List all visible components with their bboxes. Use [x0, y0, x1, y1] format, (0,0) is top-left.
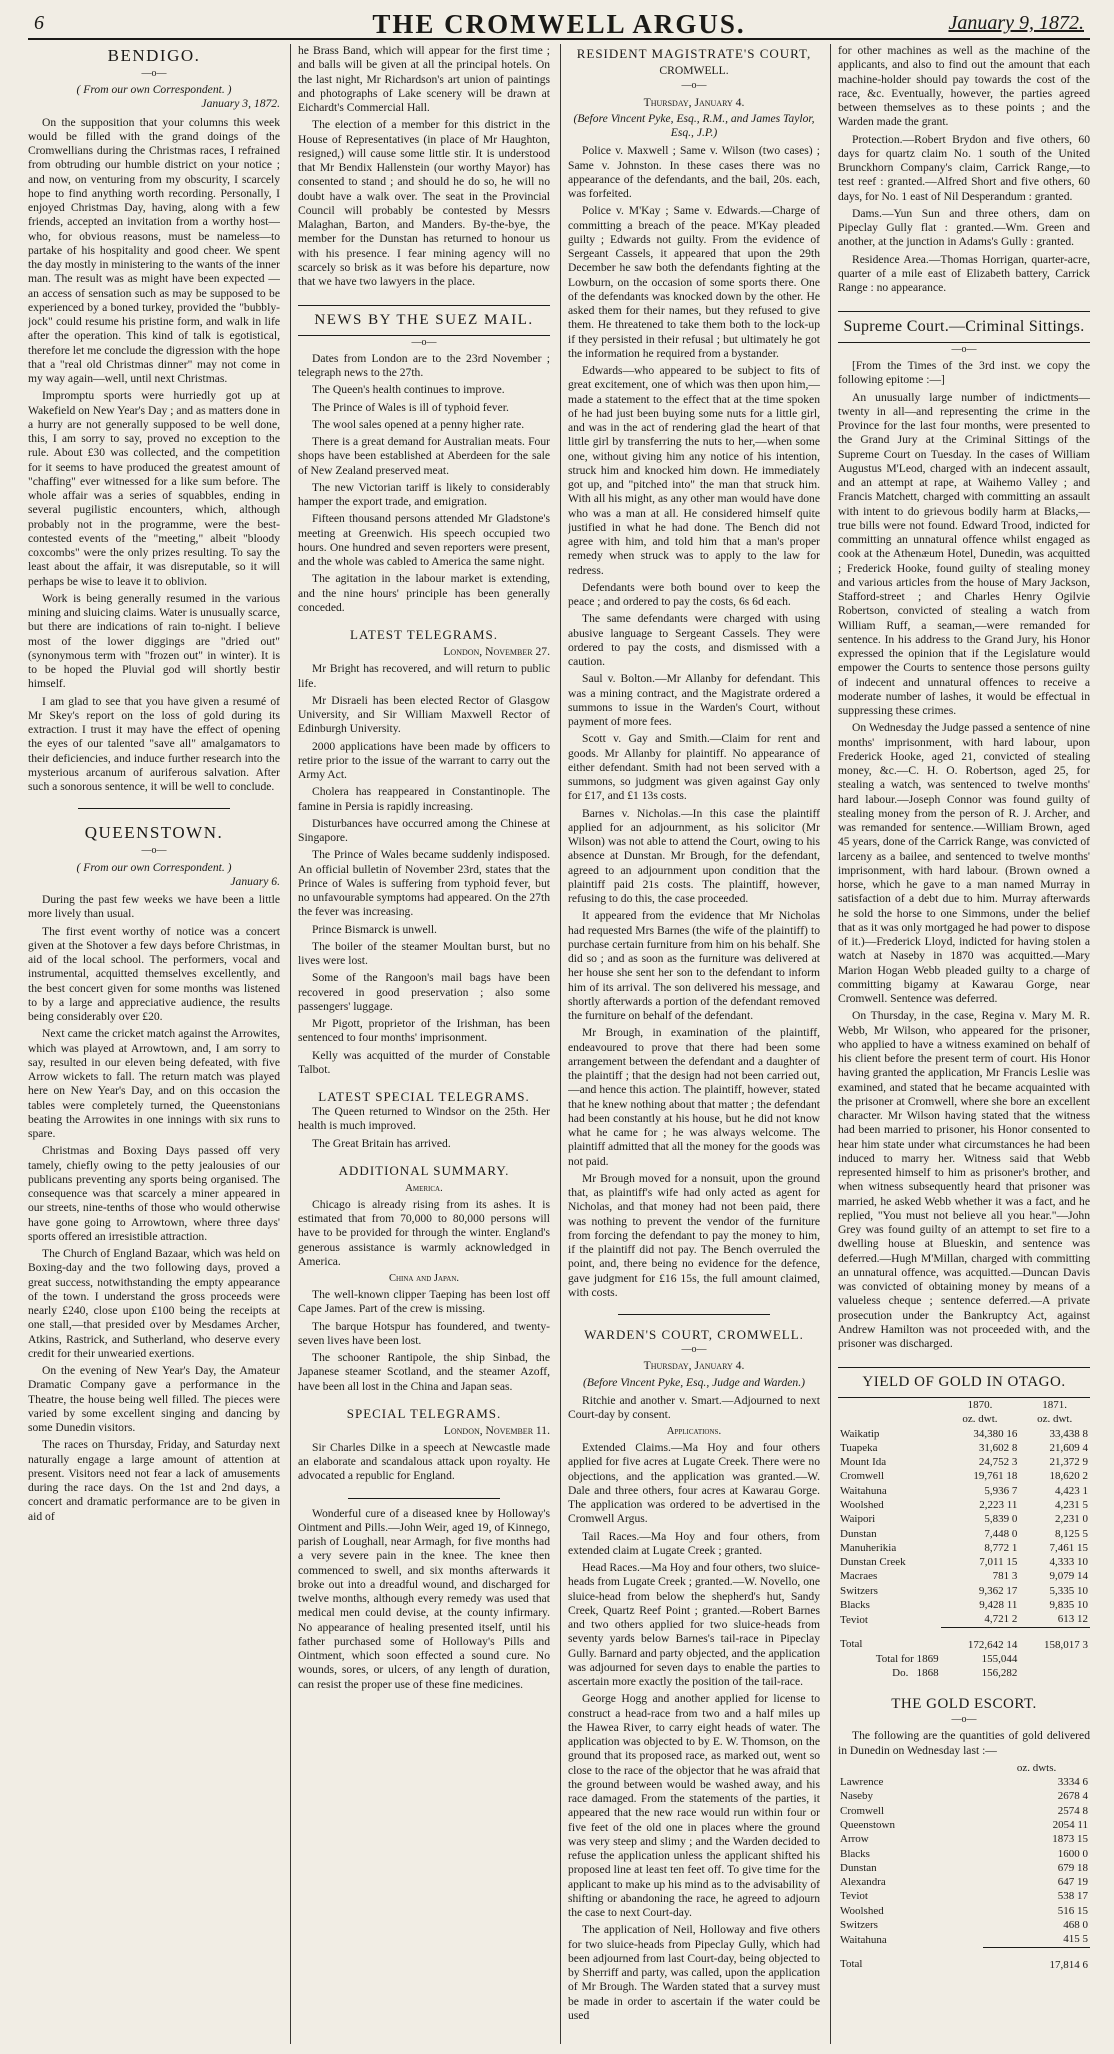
court-location: CROMWELL.	[659, 63, 729, 77]
ornament: —o—	[951, 1713, 977, 1725]
do-year: 1868	[916, 1667, 939, 1680]
article-title: ADDITIONAL SUMMARY.	[338, 1162, 510, 1178]
paragraph: Barnes v. Nicholas.—In this case the plaintiff applied for an adjournment, as his solicitor (Mr Wilson) was not able to attend the Court, owing to his absence at Dunstan. Mr Brough, for the defendant, agreed to an adjournment upon condition that the plaintiff paid 21s costs. The plaintiff, however, refusing to do this, the case proceeded.	[568, 806, 820, 906]
district-name: Waipori	[840, 1513, 876, 1526]
do-text: Do.	[892, 1667, 909, 1680]
station-name: Dunstan	[840, 1861, 877, 1874]
paragraph: On the supposition that your columns this week would be filled with the grand doings of the Cromwellians during the Christmas races, I refrained from obtruding our humble district on your notice ; and now, on venturing from my obscurity, I scarcely hope to find anything worth recording. Personally, I enjoyed Christmas Day, having, along with a few friends, accepted an invitation from a worthy host—who, for obvious reasons, must be nameless—to partake of his hospitality and good cheer. We spent the day mostly in ministering to the wants of the inner man. The result was as might have been expected —an access of sensation such as may be supposed to be experienced by a boned turkey, provided the "bubbly-jock" could resume his pristine form, and walk in life after the operation. This kind of talk is egotistical, therefore let me conclude the digression with the hope that a "real old Christmas dinner" may not come in my way again—well, until next Christmas.	[28, 115, 280, 386]
table-header-cell: oz. dwt.	[1037, 1413, 1073, 1426]
paragraph: Disturbances have occurred among the Chinese at Singapore.	[298, 816, 550, 845]
district-name: Switzers	[840, 1584, 878, 1597]
table-row	[838, 1818, 1090, 1832]
court-date: Thursday, January 4.	[643, 1359, 745, 1373]
station-name: Alexandra	[840, 1876, 886, 1889]
escort-amount: 2678 4	[1057, 1790, 1088, 1803]
paragraph: Mr Bright has recovered, and will return to public life.	[298, 662, 550, 690]
yield-1870: 4,721 2	[984, 1613, 1018, 1626]
paragraph: On the evening of New Year's Day, the Amateur Dramatic Company gave a performance in the Theatre, the house being well filled. The pieces were varied by some excellent singing and dancing by some Dunedin visitors.	[28, 1364, 280, 1435]
table-header-cell	[838, 1398, 941, 1412]
district-name: Blacks	[840, 1599, 870, 1612]
latest-special-telegrams	[298, 1089, 550, 1151]
paragraph: During the past few weeks we have been a little more lively than usual.	[28, 893, 280, 921]
table-row	[838, 1847, 1090, 1861]
advertisement: Wonderful cure of a diseased knee by Holloway's Ointment and Pills.—John Weir, aged 19, of Kinnego, parish of Loughall, near Armagh, for five months had a very severe pain in the knee. The knee then commenced to swell, and six months afterwards it broke out into a dreadful wound, and discharged for twelve months, although every remedy was used that medical men could devise, at the county infirmary. No appearance of healing presented itself, until his father purchased some of Holloway's Pills and Ointment, which soon effected a sound cure. No wounds, sores, or ulcers, of any length of duration, can resist the proper use of these fine medicines.	[298, 1506, 550, 1691]
article-title: QUEENSTOWN.	[84, 823, 224, 843]
district-name: Woolshed	[840, 1498, 884, 1511]
paragraph: Police v. M'Kay ; Same v. Edwards.—Charge of committing a breach of the peace. M'Kay pleaded guilty ; Edwards not guilty. From the evidence of Sergeant Cassels, it appeared that upon the 29th December he saw both the defendants fighting at the Lowburn, on the occasion of some sports there. One of the defendants was knocked down by the other. He asked them for their names, but they refused to give them. He threatened to take them both to the lock-up if they persisted in their refusal ; but ultimately he got the information he required from a bystander.	[568, 204, 820, 360]
paragraph: Scott v. Gay and Smith.—Claim for rent and goods. Mr Allanby for plaintiff. No appearance of either defendant. Smith had not been served with a summons, so judgment was given against Gay only for £17, and £1 13s costs.	[568, 732, 820, 803]
paragraph: he Brass Band, which will appear for the first time ; and balls will be given at all the principal hotels. On the last night, Mr Richardson's art union of paintings and photographs of Lake scenery will be drawn at Eichardt's Commercial Hall.	[298, 44, 550, 114]
paragraph: Dates from London are to the 23rd November ; telegraph news to the 27th.	[298, 351, 550, 380]
section-divider	[78, 808, 229, 809]
table-header-cell	[838, 1412, 941, 1426]
yield-1870: 2,223 11	[979, 1498, 1018, 1511]
ornament: —o—	[141, 845, 167, 857]
escort-amount: 3334 6	[1057, 1776, 1088, 1789]
article-title: LATEST SPECIAL TELEGRAMS.	[318, 1089, 530, 1105]
gold-escort	[838, 1695, 1090, 1972]
station-name: Arrow	[840, 1833, 869, 1846]
district-name: Cromwell	[840, 1470, 884, 1483]
paragraph: On Thursday, in the case, Regina v. Mary M. R. Webb, Mr Wilson, who appeared for the prisoner, who applied to have a witness examined on behalf of his client before the present term of court. His Honor having granted the application, Mr Francis Leslie was examined, and stated that he became acquainted with the prisoner at Cromwell, where she bore an excellent character. Mr Wilson having stated that the witness had been married to prisoner, his Honor consented to hear him state under what circumstances he had been induced to marry her. Witness said that Webb represented himself to him as prisoner's brother, and when witness subsequently heard that prisoner was married, he asked Webb whether it was a fact, and he replied, "You must not believe all you hear."—John Grey was found guilty of an attempt to set fire to a dwelling house at Blueskin, and sentence was deferred.—Hugh M'Millan, charged with committing an unnatural offence, was acquitted.—Duncan Davis was convicted of obtaining money by means of a valueless cheque ; sentence deferred.—A private prosecution under the Bankruptcy Act, against Andrew Hamilton was not proceeded with, and the prisoner was discharged.	[838, 1009, 1090, 1351]
paragraph: Ritchie and another v. Smart.—Adjourned to next Court-day by consent.	[568, 1393, 820, 1422]
article-date: January 3, 1872.	[201, 97, 280, 111]
do-label	[838, 1666, 941, 1680]
paragraph: George Hogg and another applied for license to construct a head-race from two and a half miles up the Hawea River, to carry eight heads of water. The application was objected to by E. W. Thomson, on the ground that its proposed race, as marked out, went so close to the race of the objector that he was afraid that the ground between would be washed away, and his race damaged. From the statements of the parties, it appeared that the new race would run within four or five feet of the old one in places where the ground was very steep and slimy ; and the Warden decided to refuse the application unless the applicant shifted his proposed line at least ten feet off. To give time for the applicant to make up his mind as to the advisability of shifting or abandoning the race, he agreed to adjourn the case to next Court-day.	[568, 1692, 820, 1920]
paragraph: The Church of England Bazaar, which was held on Boxing-day and the two following days, proved a great success, notwithstanding the empty appearance of the town. I understand the gross proceeds were nearly £240, close upon £100 being the receipts at one stall,—that presided over by Mesdames Archer, Atkins, Rastrick, and Sutherland, who deserve every credit for their unwearied exertions.	[28, 1247, 280, 1360]
table-header-row	[838, 1398, 1090, 1412]
column-3	[568, 44, 820, 2044]
paragraph: Mr Brough moved for a nonsuit, upon the ground that, as plaintiff's wife had only acted as agent for Nicholas, and that money had not been paid, there was nothing to prevent the vendor of the furniture from forcing the defendant to pay the money to him, if the plaintiff did not pay. The Bench overruled the point, and, there being no evidence for the defence, gave judgment for £16 15s, the full amount claimed, with costs.	[568, 1171, 820, 1299]
court-bench: (Before Vincent Pyke, Esq., Judge and Warden.)	[583, 1375, 805, 1389]
escort-amount: 2574 8	[1057, 1804, 1088, 1817]
paragraph: Mr Disraeli has been elected Rector of Glasgow University, and Sir William Maxwell Rector of Edinburgh University.	[298, 693, 550, 736]
station-name: Switzers	[840, 1919, 878, 1932]
table-row	[838, 1889, 1090, 1903]
column-rule	[830, 44, 831, 2044]
yield-1871: 4,333 10	[1049, 1556, 1088, 1569]
table-row	[838, 1932, 1090, 1947]
subheading: China and Japan.	[388, 1273, 460, 1285]
paragraph: 2000 applications have been made by officers to retire prior to the issue of the warrant to carry out the Army Act.	[298, 739, 550, 782]
district-name: Macraes	[840, 1570, 878, 1583]
suez-mail-article	[298, 305, 550, 615]
paragraph: The Prince of Wales became suddenly indisposed. An official bulletin of November 23rd, states that the Prince of Wales is suffering from typhoid fever, but no unfavourable symptoms had appeared. On the 27th the fever was increasing.	[298, 848, 550, 919]
newspaper-columns	[28, 44, 1090, 2044]
yield-1870: 5,839 0	[984, 1513, 1018, 1526]
escort-amount: 415 5	[1063, 1933, 1088, 1946]
yield-1871: 33,438 8	[1049, 1427, 1088, 1440]
paragraph: Christmas and Boxing Days passed off very tamely, chiefly owing to the petty jealousies of our publicans preventing any sports being organised. The consequence was that scarcely a miner appeared in our streets, nine-tenths of those who would otherwise have gone going to Arrowtown, where three days' sports offered an irresistible attraction.	[28, 1144, 280, 1243]
table-cell	[1019, 1652, 1090, 1666]
page-number: 6	[34, 12, 44, 34]
table-row	[838, 1498, 1090, 1512]
gold-yield-table	[838, 1367, 1090, 1680]
paragraph: Tail Races.—Ma Hoy and four others, from extended claim at Lugate Creek ; granted.	[568, 1529, 820, 1557]
dateline: London, November 27.	[443, 645, 550, 659]
paragraph: Kelly was acquitted of the murder of Constable Talbot.	[298, 1048, 550, 1076]
paragraph: Residence Area.—Thomas Horrigan, quarter-acre, quarter of a mile east of Elizabeth battery, Carrick Range : no appearance.	[838, 252, 1090, 294]
table-row	[838, 1584, 1090, 1598]
table-row	[838, 1875, 1090, 1889]
table-row	[838, 1832, 1090, 1846]
escort-amount: 2054 11	[1052, 1818, 1088, 1831]
column-rule	[290, 44, 291, 2044]
paragraph: Some of the Rangoon's mail bags have been recovered in good preservation ; also some passengers' luggage.	[298, 971, 550, 1013]
table-header-cell	[838, 1761, 983, 1775]
table-row	[838, 1512, 1090, 1526]
section-divider	[348, 1498, 499, 1499]
yield-1871: 5,335 10	[1049, 1584, 1088, 1597]
yield-1870: 5,936 7	[984, 1484, 1018, 1497]
paragraph: The barque Hotspur has foundered, and twenty-seven lives have been lost.	[298, 1319, 550, 1347]
ornament: —o—	[681, 1344, 707, 1356]
table-row	[838, 1775, 1090, 1789]
article-title: NEWS BY THE SUEZ MAIL.	[298, 305, 550, 335]
paragraph: Extended Claims.—Ma Hoy and four others applied for five acres at Lugate Creek. There were no objections, and the application was granted.—W. Dale and three others, four acres at Kawarau Gorge. The application was ordered to be advertised in the Cromwell Argus.	[568, 1441, 820, 1526]
paragraph: The schooner Rantipole, the ship Sinbad, the Japanese steamer Scotland, and the steamer Azoff, have been all lost in the China and Japan seas.	[298, 1351, 550, 1393]
yield-1871: 4,231 5	[1055, 1498, 1088, 1511]
yield-1871: 2,231 0	[1055, 1513, 1088, 1526]
ornament: —o—	[681, 80, 707, 92]
table-total-row	[838, 1627, 1090, 1652]
yield-1870: 7,011 15	[979, 1556, 1018, 1569]
district-name: Teviot	[840, 1613, 868, 1626]
article-title: Supreme Court.—Criminal Sittings.	[838, 311, 1090, 343]
paragraph: Defendants were both bound over to keep the peace ; and ordered to pay the costs, 6s 6d each.	[568, 580, 820, 609]
station-name: Cromwell	[840, 1804, 884, 1817]
table-header-row	[838, 1412, 1090, 1426]
paragraph: Impromptu sports were hurriedly got up at Wakefield on New Year's Day ; and as matters done in a hurry are not generally supposed to be well done, this, I am sorry to say, proved no exception to the rule. About £30 was collected, and the competition for it seems to have produced the greatest amount of "chaffing" ever witnessed for a like sum before. The whole affair was a series of squabbles, ending in several pugilistic encounters, which, although probably not in the programme, were the best-contested events of the "meeting," albeit "bloody coxcombs" were the only prizes resulting. To say the least about the affair, it was disreputable, so it will perhaps be wise to leave it to oblivion.	[28, 389, 280, 588]
table-row	[838, 1541, 1090, 1555]
table-row	[838, 1441, 1090, 1455]
paragraph: Work is being generally resumed in the various mining and sluicing claims. Water is unusually scarce, but there are indications of rain to-night. I believe most of the lower diggings are "dried out" (synonymous term with "frozen out" in winter). It is to be hoped the Pluvial god will shortly bestir himself.	[28, 591, 280, 691]
column-4	[838, 44, 1090, 2044]
paragraph: Chicago is already rising from its ashes. It is estimated that from 70,000 to 80,000 persons will have to be provided for through the winter. England's generous assistance is warmly acknowledged in America.	[298, 1197, 550, 1268]
court-date: Thursday, January 4.	[643, 95, 745, 109]
paragraph: It appeared from the evidence that Mr Nicholas had requested Mrs Barnes (the wife of the plaintiff) to purchase certain furniture from him on his behalf. She did so ; and as soon as the furniture was delivered at her house she sent her son to the defendant to inform him of its arrival. The son delivered his message, and shortly afterwards a portion of the defendant removed the furniture on behalf of the defendant.	[568, 909, 820, 1023]
station-name: Waitahuna	[840, 1933, 887, 1946]
yield-1870: 31,602 8	[978, 1441, 1018, 1454]
table-header-cell: oz. dwt.	[962, 1413, 998, 1426]
district-name: Dunstan Creek	[840, 1556, 906, 1569]
paragraph: The same defendants were charged with using abusive language to Sergeant Cassels. They were ordered to pay the costs, and dismissed with a caution.	[568, 612, 820, 669]
station-name: Naseby	[840, 1790, 873, 1803]
column-rule	[560, 44, 561, 2044]
district-name: Waitahuna	[840, 1484, 887, 1497]
escort-amount: 1873 15	[1052, 1833, 1088, 1846]
article-title: RESIDENT MAGISTRATE'S COURT,	[576, 46, 812, 61]
yield-1870: 8,772 1	[984, 1541, 1018, 1554]
subheading: America.	[405, 1182, 443, 1194]
yield-1871: 9,835 10	[1049, 1599, 1088, 1612]
escort-amount: 679 18	[1057, 1861, 1088, 1874]
table-header-cell: oz. dwts.	[1016, 1761, 1057, 1774]
column-1	[28, 44, 280, 2044]
escort-amount: 516 15	[1057, 1904, 1088, 1917]
paragraph: An unusually large number of indictments—twenty in all—and representing the crime in the Province for the last four months, were presented to the Grand Jury at the Criminal Sittings of the Supreme Court on Tuesday. In the cases of William Augustus M'Leod, charged with an indecent assault, and an attempt at rape, at Waihemo Valley ; and Francis Matchett, charged with committing an assault with intent to do grievous bodily harm at Blacks,—true bills were not found. Edward Trood, indicted for committing an unnatural offence whilst engaged as cook at the Athenæum Hotel, Dunedin, was acquitted ; Frederick Hooke, found guilty of stealing money and various articles from the house of Mary Jackson, Stafford-street ; and Charles Henry Ogilvie Robertson, convicted of stealing a watch from William Ruff, a seaman,—were remanded for sentence. In his address to the Grand Jury, his Honor expressed the opinion that if the Legislature would empower the Courts to sentence those persons guilty of indecent and unnatural offences to receive a moderate number of lashes, it would be effectual in suppressing these crimes.	[838, 390, 1090, 718]
escort-amount: 647 19	[1057, 1876, 1088, 1889]
paragraph: The election of a member for this district in the House of Representatives (in place of Mr Haughton, resigned,) will cause some little stir. It is understood that Mr Bendix Hallenstein (our worthy Mayor) has consented to stand ; and should he do so, he will no doubt have a walk over. The seat in the Provincial Council will probably be contested by Messrs Malaghan, Barton, and Manders. By-the-bye, the member for the Dunstan has returned to honour us with his presence. I fear mining agency will no scarcely so brisk as it was before his departure, now that we have two lawyers in the place.	[298, 118, 550, 288]
table-row	[838, 1527, 1090, 1541]
paragraph: The Queen returned to Windsor on the 25th. Her health is much improved.	[298, 1105, 550, 1133]
paragraph: The following are the quantities of gold delivered in Dunedin on Wednesday last :—	[838, 1729, 1090, 1757]
paragraph: I am glad to see that you have given a resumé of Mr Skey's report on the loss of gold during its extraction. I trust it may have the effect of opening the eyes of our talented "save all" amalgamators to their deficiencies, and induce further research into the mysterious arcanum of auriferous salvation. After such a sonorous sentence, it will be well to conclude.	[28, 694, 280, 794]
wardens-court	[568, 1327, 820, 2023]
paragraph: for other machines as well as the machine of the applicants, and also to find out the amount that each machine-holder should pay towards the cost of the race, &c. Eventually, however, the parties agreed between themselves as to these points ; and the Warden made the grant.	[838, 44, 1090, 129]
yield-1870: 19,761 18	[973, 1470, 1018, 1483]
paragraph: Mr Brough, in examination of the plaintiff, endeavoured to prove that there had been some arrangement between the defendant and a daughter of the plaintiff ; that the design had not been carried out,—and hence this action. The plaintiff, however, stated that he knew nothing about that matter ; the defendant had been constantly at his house, but he did not know what he came for ; he was always welcome. The plaintiff admitted that all the money for the goods was not paid.	[568, 1026, 820, 1168]
table-row	[838, 1861, 1090, 1875]
table-header-cell: 1871.	[1042, 1398, 1068, 1411]
ornament: —o—	[411, 336, 437, 348]
station-name: Blacks	[840, 1847, 870, 1860]
table-row	[838, 1612, 1090, 1627]
district-name: Manuherikia	[840, 1541, 897, 1554]
paragraph: The new Victorian tariff is likely to considerably hamper the export trade, and emigration.	[298, 480, 550, 509]
column-2	[298, 44, 550, 2044]
paragraph: The races on Thursday, Friday, and Saturday next naturally engage a large amount of attention at present. Visitors need not fear a lack of amusements during the race days. On the 1st and 2nd days, a concert and dramatic performance are to be given in aid of	[28, 1438, 280, 1523]
paragraph: Cholera has reappeared in Constantinople. The famine in Persia is rapidly increasing.	[298, 785, 550, 813]
yield-1870: 781 3	[992, 1570, 1018, 1583]
table-row	[838, 1555, 1090, 1569]
paragraph: Head Races.—Ma Hoy and four others, two sluice-heads from Lugate Creek ; granted.—W. Novello, one sluice-head from below the shepherd's hut, Sandy Creek, Quartz Reef Point ; granted.—Robert Barnes and two others applied for two sluice-heads from seventy yards below Barnes's tail-race in Pipeclay Gully. Barnard and party objected, and the application was adjourned for seven days to enable the parties to ascertain more exactly the position of the tail-race.	[568, 1561, 820, 1689]
queenstown-article	[28, 823, 280, 1523]
table-row	[838, 1804, 1090, 1818]
section-divider	[618, 1314, 769, 1315]
subheading: Applications.	[666, 1426, 722, 1438]
yield-1871: 18,620 2	[1049, 1470, 1088, 1483]
yield-1871: 21,372 9	[1049, 1456, 1088, 1469]
article-title: BENDIGO.	[107, 46, 201, 65]
article-title: YIELD OF GOLD IN OTAGO.	[838, 1367, 1090, 1397]
table-row	[838, 1484, 1090, 1498]
yield-1870: 9,428 11	[979, 1599, 1018, 1612]
masthead	[28, 8, 1090, 40]
gold-escort-ledger	[838, 1761, 1090, 1972]
ornament: —o—	[951, 343, 977, 355]
paragraph: Edwards—who appeared to be subject to fits of great excitement, one of which was then upon him,—made a statement to the effect that at the time spoken of he had just been buying some nuts for a little girl, and was in the act of rendering glad the heart of that little girl by transferring the nuts to her,—when some one, without giving him any notice of his intention, struck him and knocked him down. He immediately got up, and "pitched into" the man that struck him. With all his might, as any other man would have done who was a man at all. He considered himself quite justified in what he had done. The Bench did not agree with him, and told him that a man's proper remedy when struck was to apply to the law for redress.	[568, 364, 820, 577]
paragraph: The boiler of the steamer Moultan burst, but no lives were lost.	[298, 939, 550, 968]
table-row	[838, 1789, 1090, 1803]
latest-telegrams	[298, 627, 550, 1077]
article-date: January 6.	[230, 874, 280, 888]
article-title: LATEST TELEGRAMS.	[350, 627, 498, 643]
yield-1871: 21,609 4	[1049, 1441, 1088, 1454]
paragraph: On Wednesday the Judge passed a sentence of nine months' imprisonment, with hard labour, upon Frederick Hooke, aged 21, convicted of stealing money, &c.—C. H. O. Robertson, aged 25, for stealing a watch, was sentenced to twelve months' hard labour.—Joseph Connor was found guilty of stealing money from the person of R. J. Archer, and was remanded for sentence.—William Brown, aged 45 years, done of the Carrick Range, was convicted of larceny as a bailee, and sentenced to twelve months' imprisonment, with hard labour. (Brown owned a horse, which he gave to a man named Murray in satisfaction of a debt due to him. Murray afterwards he sold the horse to one Simmons, under the belief that as it was only mortgaged he had power to dispose of it.)—Frederick Lloyd, indicted for having stolen a watch at Naseby in 1870 was acquitted.—Mary Marion Hogan Webb pleaded guilty to a charge of committing bigamy at Kawarau Gorge, near Cromwell. Sentence was deferred.	[838, 721, 1090, 1006]
table-row	[838, 1666, 1090, 1680]
yield-1871: 4,423 1	[1055, 1484, 1088, 1497]
total-label: Total	[840, 1958, 863, 1971]
district-name: Waikatip	[840, 1427, 880, 1440]
bendigo-article	[28, 46, 280, 794]
do-value: 156,282	[981, 1667, 1018, 1680]
station-name: Teviot	[840, 1890, 868, 1903]
supreme-court-article	[838, 311, 1090, 1351]
paragraph: The wool sales opened at a penny higher rate.	[312, 417, 525, 431]
table-row	[838, 1455, 1090, 1469]
station-name: Queenstown	[840, 1818, 895, 1831]
total-1869: 155,044	[981, 1652, 1018, 1665]
paragraph: The Queen's health continues to improve.	[312, 383, 505, 397]
total-1869-label: Total for 1869	[875, 1652, 939, 1665]
table-row	[838, 1918, 1090, 1932]
district-name: Dunstan	[840, 1527, 877, 1540]
paragraph: Next came the cricket match against the Arrowites, which was played at Arrowtown, and, I am sorry to say, resulted in our eleven being defeated, with five Arrow wickets to fall. The return match was played here on New Year's Day, and on this occasion the tables were completely turned, the Queenstonians beating the Arrowites in one innings with six runs to spare.	[28, 1027, 280, 1141]
yield-1871: 7,461 15	[1049, 1541, 1088, 1554]
paragraph: Mr Pigott, proprietor of the Irishman, has been sentenced to four months' imprisonment.	[298, 1017, 550, 1045]
table-row	[838, 1598, 1090, 1612]
table-row	[838, 1652, 1090, 1666]
byline: ( From our own Correspondent. )	[76, 860, 232, 874]
special-telegrams	[298, 1406, 550, 1484]
paragraph: Police v. Maxwell ; Same v. Wilson (two cases) ; Same v. Johnston. In these cases there was no appearance of the defendants, and the bail, 20s. each, was forfeited.	[568, 144, 820, 201]
article-title: THE GOLD ESCORT.	[891, 1695, 1037, 1712]
ornament: —o—	[141, 67, 167, 79]
issue-date: January 9, 1872.	[948, 12, 1084, 34]
table-header-cell: 1870.	[967, 1398, 993, 1411]
district-name: Mount Ida	[840, 1456, 887, 1469]
total-label: Total	[840, 1638, 863, 1651]
paragraph: Sir Charles Dilke in a speech at Newcastle made an elaborate and scandalous attack upon royalty. He advocated a republic for England.	[298, 1440, 550, 1483]
yield-1871: 9,079 14	[1049, 1570, 1088, 1583]
gold-yield-ledger	[838, 1398, 1090, 1681]
paragraph: The agitation in the labour market is extending, and the nine hours' principle has been generally conceded.	[298, 572, 550, 614]
yield-1871: 613 12	[1057, 1613, 1088, 1626]
paragraph: There is a great demand for Australian meats. Four shops have been established at Aberdeen for the sale of New Zealand preserved meat.	[298, 435, 550, 477]
paragraph: The well-known clipper Taeping has been lost off Cape James. Part of the crew is missing.	[298, 1288, 550, 1316]
resident-magistrates-court	[568, 46, 820, 1300]
table-row	[838, 1469, 1090, 1483]
paragraph: Prince Bismarck is unwell.	[312, 922, 437, 936]
yield-1870: 24,752 3	[978, 1456, 1018, 1469]
gold-escort-rows	[838, 1775, 1090, 1947]
paragraph: The Great Britain has arrived.	[312, 1136, 451, 1150]
table-header-row	[838, 1761, 1090, 1775]
table-total-row	[838, 1947, 1090, 1972]
yield-1870: 9,362 17	[978, 1584, 1018, 1597]
table-row	[838, 1904, 1090, 1918]
paragraph: Dams.—Yun Sun and three others, dam on Pipeclay Gully flat : granted.—Wm. Green and another, at the junction in Adams's Gully : granted.	[838, 206, 1090, 249]
escort-amount: 1600 0	[1057, 1847, 1088, 1860]
station-name: Woolshed	[840, 1904, 884, 1917]
paragraph: Fifteen thousand persons attended Mr Gladstone's meeting at Greenwich. His speech occupied two hours. One hundred and seven reporters were present, and the whole was cabled to America the same night.	[298, 512, 550, 569]
escort-total: 17,814 6	[983, 1947, 1090, 1972]
total-1871: 158,017 3	[1019, 1627, 1090, 1652]
escort-amount: 468 0	[1063, 1919, 1088, 1932]
paragraph: The application of Neil, Holloway and five others for two sluice-heads from Pipeclay Gully, which had been adjourned from last Court-day, being objected to by Sherriff and party, was called, upon the application of Mr Brough. The Warden stated that a survey must be made in order to ascertain if the water could be used	[568, 1923, 820, 2022]
yield-1870: 7,448 0	[984, 1527, 1018, 1540]
table-cell	[1019, 1666, 1090, 1680]
additional-summary	[298, 1163, 550, 1394]
yield-1871: 8,125 5	[1055, 1527, 1088, 1540]
court-bench: (Before Vincent Pyke, Esq., R.M., and James Taylor, Esq., J.P.)	[573, 111, 815, 140]
escort-amount: 538 17	[1057, 1890, 1088, 1903]
article-title: WARDEN'S COURT, CROMWELL.	[584, 1327, 804, 1343]
yield-1870: 34,380 16	[973, 1427, 1018, 1440]
byline: ( From our own Correspondent. )	[76, 83, 232, 97]
total-1870: 172,642 14	[941, 1627, 1020, 1652]
table-row	[838, 1427, 1090, 1441]
gold-yield-rows	[838, 1427, 1090, 1628]
dateline: London, November 11.	[443, 1423, 550, 1437]
paragraph: The Prince of Wales is ill of typhoid fever.	[312, 400, 509, 414]
paragraph: [From the Times of the 3rd inst. we copy the following epitome :—]	[838, 359, 1090, 387]
paragraph: Protection.—Robert Brydon and five others, 60 days for quartz claim No. 1 south of the United Brunckhorn Company's claim, Carrick Range,—to test reef : granted.—Alfred Short and five others, 60 days, for No. 1 east of Nil Desperandum : granted.	[838, 132, 1090, 203]
paragraph: The first event worthy of notice was a concert given at the Shotover a few days before Christmas, in aid of the local school. The performers, vocal and instrumental, acquitted themselves excellently, and the best concert given for some months was listened to by a large and appreciative audience, the results being considerably over £20.	[28, 924, 280, 1024]
district-name: Tuapeka	[840, 1441, 878, 1454]
table-row	[838, 1569, 1090, 1583]
article-title: SPECIAL TELEGRAMS.	[346, 1405, 502, 1421]
paragraph: Saul v. Bolton.—Mr Allanby for defendant. This was a mining contract, and the Magistrate ordered a summons to issue in the Warden's Court, without payment of more fees.	[568, 672, 820, 729]
station-name: Lawrence	[840, 1776, 884, 1789]
newspaper-title: THE CROMWELL ARGUS.	[372, 9, 746, 39]
